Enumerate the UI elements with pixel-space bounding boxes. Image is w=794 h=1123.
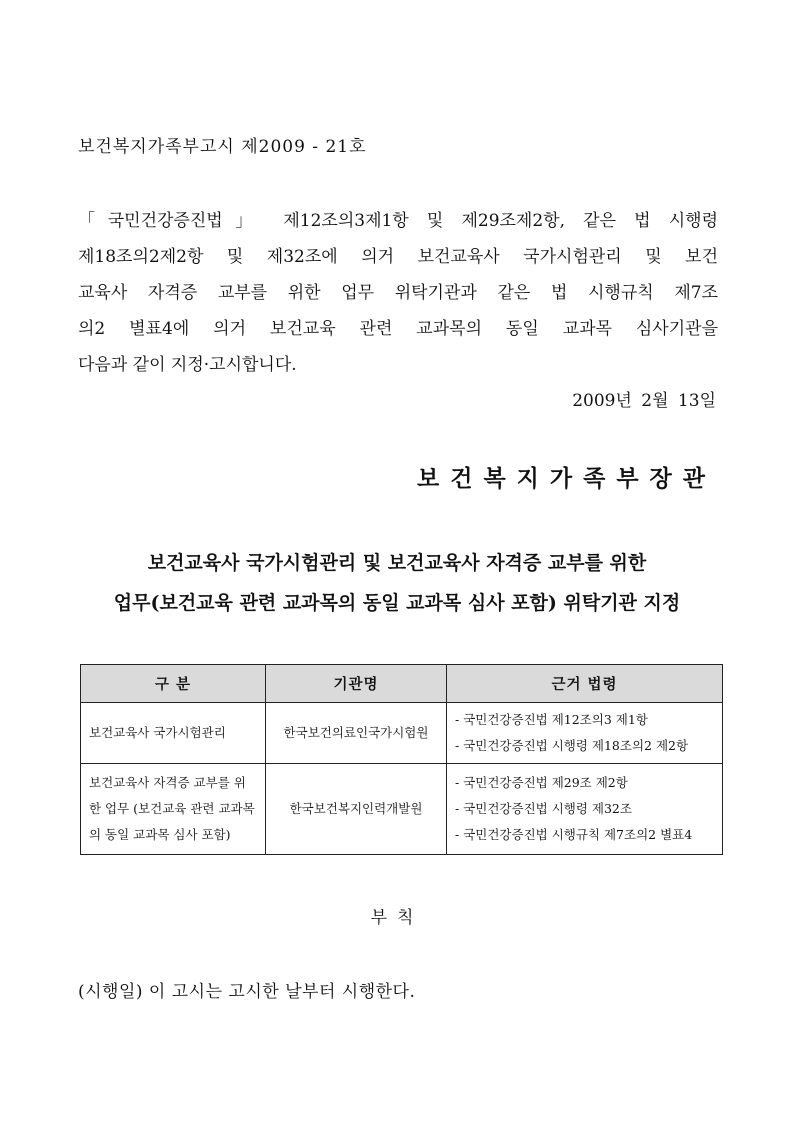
- body-line: 제18조의2제2항 및 제32조에 의거 보건교육사 국가시험관리 및 보건: [78, 247, 718, 267]
- body-line: 「국민건강증진법」 제12조의3제1항 및 제29조제2항, 같은 법 시행령: [78, 211, 718, 231]
- notice-body: [78, 203, 718, 383]
- header-org: 기관명: [266, 665, 447, 703]
- document-title: [60, 543, 734, 623]
- basis-item: - 국민건강증진법 시행령 제32조: [455, 801, 632, 816]
- effective-clause: (시행일) 이 고시는 고시한 날부터 시행한다.: [78, 982, 416, 1002]
- title-line: 보건교육사 국가시험관리 및 보건교육사 자격증 교부를 위한: [147, 552, 647, 574]
- basis-item: - 국민건강증진법 제29조 제2항: [455, 775, 628, 790]
- designation-table: [80, 664, 723, 855]
- table-row: [81, 764, 723, 855]
- cell-category: 보건교육사 자격증 교부를 위한 업무 (보건교육 관련 교과목의 동일 교과목 심사 포함): [81, 764, 266, 855]
- cell-org: 한국보건복지인력개발원: [266, 764, 447, 855]
- header-category: 구 분: [81, 665, 266, 703]
- basis-item: - 국민건강증진법 시행령 제18조의2 제2항: [455, 738, 689, 753]
- basis-item: - 국민건강증진법 제12조의3 제1항: [455, 712, 648, 727]
- title-line: 업무(보건교육 관련 교과목의 동일 교과목 심사 포함) 위탁기관 지정: [113, 592, 681, 614]
- table-header-row: [81, 665, 723, 703]
- cell-basis: [447, 703, 723, 764]
- body-line: 다음과 같이 지정·고시합니다.: [78, 355, 297, 375]
- header-basis: 근거 법령: [447, 665, 723, 703]
- body-line: 의2 별표4에 의거 보건교육 관련 교과목의 동일 교과목 심사기관을: [78, 319, 718, 339]
- cell-category: 보건교육사 국가시험관리: [81, 703, 266, 764]
- cell-basis: [447, 764, 723, 855]
- table-row: [81, 703, 723, 764]
- notice-number: 보건복지가족부고시 제2009 - 21호: [78, 137, 367, 157]
- supplementary-heading: 부칙: [370, 908, 424, 928]
- cell-org: 한국보건의료인국가시험원: [266, 703, 447, 764]
- basis-item: - 국민건강증진법 시행규칙 제7조의2 별표4: [455, 827, 693, 842]
- body-line: 교육사 자격증 교부를 위한 업무 위탁기관과 같은 법 시행규칙 제7조: [78, 283, 718, 303]
- notice-date: 2009년 2월 13일: [572, 391, 716, 411]
- minister-signature: 보건복지가족부장관: [417, 465, 716, 492]
